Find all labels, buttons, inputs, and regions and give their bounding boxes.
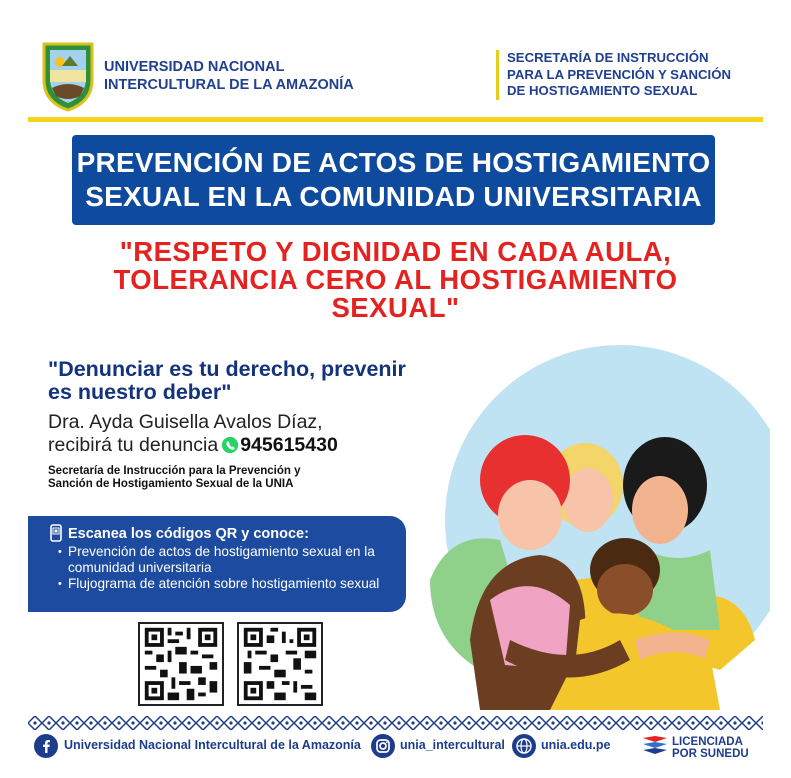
people-hug-illustration xyxy=(420,340,770,710)
university-logo xyxy=(40,40,96,112)
facebook-icon[interactable] xyxy=(34,734,58,758)
list-item: • Prevención de actos de hostigamiento sexual en la comunidad universitaria xyxy=(58,544,404,576)
header-divider xyxy=(28,117,763,122)
quote: "Denunciar es tu derecho, prevenir es nuestro deber" xyxy=(48,357,406,404)
instagram-link[interactable]: unia_intercultural xyxy=(400,738,505,752)
phone-scan-icon xyxy=(48,524,64,542)
qr-topics-list xyxy=(58,544,404,592)
page-title: PREVENCIÓN DE ACTOS DE HOSTIGAMIENTO SEXUAL EN LA COMUNIDAD UNIVERSITARIA xyxy=(76,147,711,212)
title-banner xyxy=(72,135,715,225)
qr-heading-text: Escanea los códigos QR y conoce: xyxy=(68,526,309,542)
website-link[interactable]: unia.edu.pe xyxy=(541,738,611,752)
secretariat-name: SECRETARÍA DE INSTRUCCIÓN PARA LA PREVENCIÓN Y SANCIÓN DE HOSTIGAMIENTO SEXUAL xyxy=(496,50,731,100)
qr-code-flowchart[interactable] xyxy=(237,622,323,706)
sunedu-logo-icon xyxy=(641,734,669,760)
qr-heading xyxy=(48,524,309,542)
footer xyxy=(34,734,764,760)
list-item: • Flujograma de atención sobre hostigamiento sexual xyxy=(58,576,404,592)
decorative-border xyxy=(28,716,763,730)
department-note: Secretaría de Instrucción para la Prevención y Sanción de Hostigamiento Sexual de la UNIA xyxy=(48,465,301,490)
sunedu-badge: LICENCIADA POR SUNEDU xyxy=(672,736,749,760)
globe-icon[interactable] xyxy=(512,734,536,758)
contact-line xyxy=(48,434,448,457)
contact-name: Dra. Ayda Guisella Avalos Díaz, xyxy=(48,411,323,433)
contact-info xyxy=(48,411,448,457)
qr-code-prevention[interactable] xyxy=(138,622,224,706)
instagram-icon[interactable] xyxy=(371,734,395,758)
facebook-link[interactable]: Universidad Nacional Intercultural de la Amazonía xyxy=(64,738,361,752)
university-name: UNIVERSIDAD NACIONAL INTERCULTURAL DE LA AMAZONÍA xyxy=(104,59,354,93)
phone-number[interactable]: 945615430 xyxy=(240,434,338,456)
slogan: "RESPETO Y DIGNIDAD EN CADA AULA, TOLERANCIA CERO AL HOSTIGAMIENTO SEXUAL" xyxy=(113,236,678,323)
whatsapp-icon xyxy=(221,436,239,454)
qr-info-panel xyxy=(28,516,406,612)
contact-instruction: recibirá tu denuncia xyxy=(48,434,219,456)
